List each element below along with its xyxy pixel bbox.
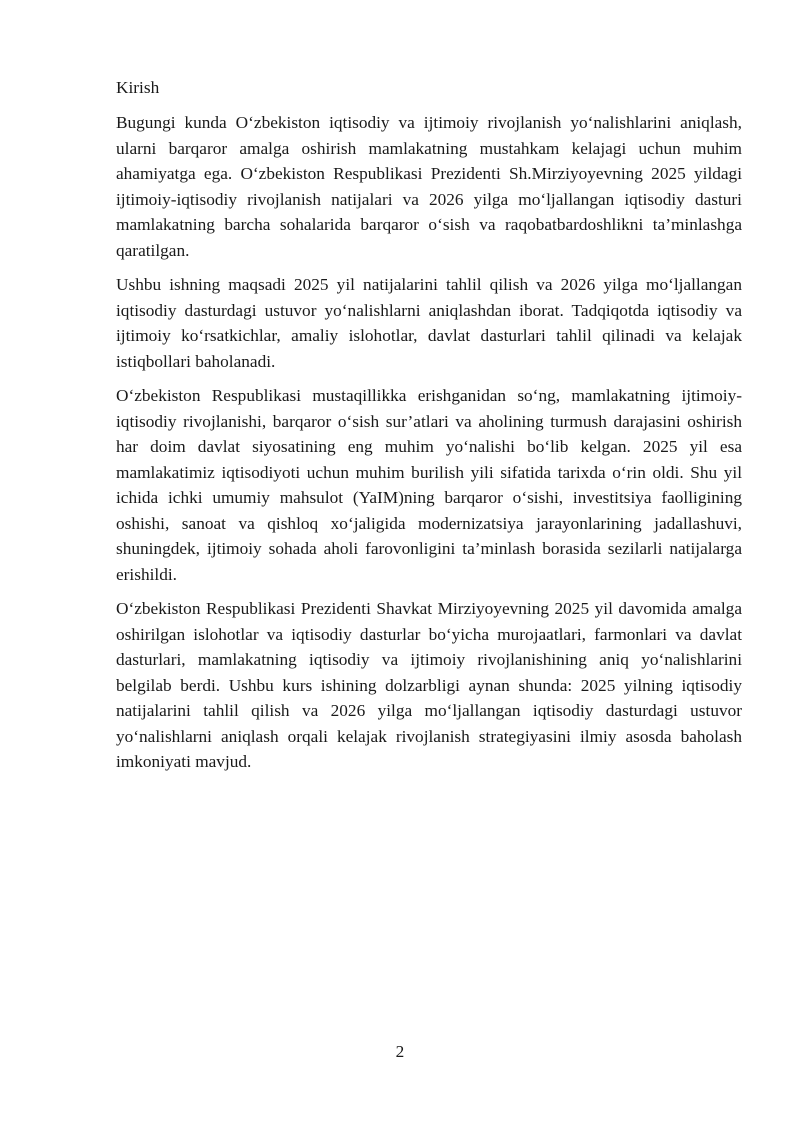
paragraph-2: Ushbu ishning maqsadi 2025 yil natijalarini tahlil qilish va 2026 yilga mo‘ljallangan iqtisodiy dasturdagi ustuvor yo‘nalishlarni aniqlashdan iborat. Tadqiqotda iqtisodiy va ijtimoiy ko‘rsatkichlar, amaliy islohotlar, davlat dasturlari tahlil qilinadi va kelajak istiqbollari baholanadi.	[116, 275, 742, 371]
page-content	[116, 76, 742, 784]
paragraph-1: Bugungi kunda O‘zbekiston iqtisodiy va ijtimoiy rivojlanish yo‘nalishlarini aniqlash, ularni barqaror amalga oshirish mamlakatning mustahkam kelajagi uchun muhim ahamiyatga ega. O‘zbekiston Respublikasi Prezidenti Sh.Mirziyoyevning 2025 yildagi ijtimoiy-iqtisodiy rivojlanish natijalari va 2026 yilga mo‘ljallangan iqtisodiy dasturi mamlakatning barcha sohalarida barqaror o‘sish va raqobatbardoshlikni ta’minlashga qaratilgan.	[116, 113, 742, 260]
paragraph-3: O‘zbekiston Respublikasi mustaqillikka erishganidan so‘ng, mamlakatning ijtimoiy-iqtisodiy rivojlanishi, barqaror o‘sish sur’atlari va aholining turmush darajasini oshirish har doim davlat siyosatining eng muhim yo‘nalishi bo‘lib kelgan. 2025 yil esa mamlakatimiz iqtisodiyoti uchun muhim burilish yili sifatida tarixda o‘rin oldi. Shu yil ichida ichki umumiy mahsulot (YaIM)ning barqaror o‘sishi, investitsiya faolligining oshishi, sanoat va qishloq xo‘jaligida modernizatsiya jarayonlarining jadallashuvi, shuningdek, ijtimoiy sohada aholi farovonligini ta’minlash borasida sezilarli natijalarga erishildi.	[116, 386, 742, 584]
paragraph-4: O‘zbekiston Respublikasi Prezidenti Shavkat Mirziyoyevning 2025 yil davomida amalga oshirilgan islohotlar va iqtisodiy dasturlar bo‘yicha murojaatlari, farmonlari va davlat dasturlari, mamlakatning iqtisodiy va ijtimoiy rivojlanishining aniq yo‘nalishlarini belgilab berdi. Ushbu kurs ishining dolzarbligi aynan shunda: 2025 yilning iqtisodiy natijalarini tahlil qilish va 2026 yilga mo‘ljallangan iqtisodiy dasturdagi ustuvor yo‘nalishlarni aniqlash orqali kelajak rivojlanish strategiyasini ilmiy asosda baholash imkoniyati mavjud.	[116, 599, 742, 771]
page-number: 2	[395, 1042, 405, 1061]
section-heading: Kirish	[116, 78, 160, 97]
